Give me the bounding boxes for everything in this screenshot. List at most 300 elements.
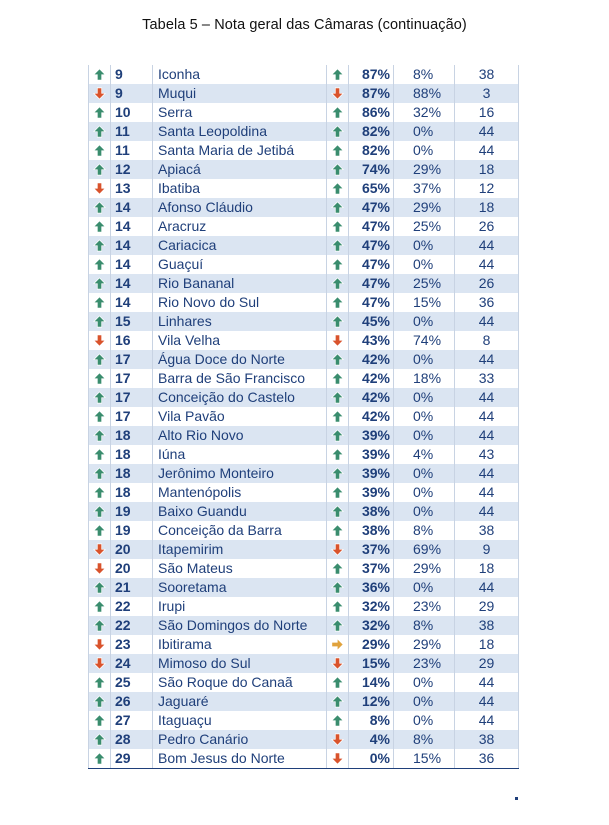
percent-cell: 0% (394, 673, 455, 692)
arrow-up-icon (93, 695, 106, 708)
trend-cell (89, 578, 111, 597)
rank-cell: 16 (111, 331, 153, 350)
percent-cell: 88% (394, 84, 455, 103)
arrow-up-icon (93, 296, 106, 309)
rank-cell: 24 (111, 654, 153, 673)
score-trend-cell (327, 654, 349, 673)
score-trend-cell (327, 407, 349, 426)
table-row (89, 749, 519, 769)
arrow-up-icon (93, 315, 106, 328)
percent-cell: 25% (394, 274, 455, 293)
municipality-cell: Afonso Cláudio (153, 198, 327, 217)
arrow-up-icon (331, 524, 344, 537)
arrow-up-icon (93, 600, 106, 613)
municipality-cell: Ibitirama (153, 635, 327, 654)
percent-cell: 32% (394, 103, 455, 122)
municipality-cell: Vila Pavão (153, 407, 327, 426)
rank-cell: 19 (111, 502, 153, 521)
arrow-up-icon (93, 277, 106, 290)
score-trend-cell (327, 236, 349, 255)
score-trend-cell (327, 692, 349, 711)
rank-cell: 19 (111, 521, 153, 540)
arrow-up-icon (331, 600, 344, 613)
arrow-down-icon (331, 752, 344, 765)
score-cell: 47% (349, 293, 394, 312)
percent-cell: 8% (394, 730, 455, 749)
score-cell: 39% (349, 464, 394, 483)
trend-cell (89, 540, 111, 559)
score-trend-cell (327, 635, 349, 654)
municipality-cell: Jaguaré (153, 692, 327, 711)
arrow-up-icon (331, 714, 344, 727)
arrow-up-icon (331, 467, 344, 480)
arrow-up-icon (93, 163, 106, 176)
score-trend-cell (327, 483, 349, 502)
arrow-up-icon (331, 315, 344, 328)
score-trend-cell (327, 578, 349, 597)
percent-cell: 0% (394, 236, 455, 255)
table-row (89, 730, 519, 749)
table-row (89, 426, 519, 445)
arrow-up-icon (93, 239, 106, 252)
trend-cell (89, 502, 111, 521)
position-cell: 44 (455, 502, 519, 521)
trend-cell (89, 141, 111, 160)
rank-cell: 17 (111, 388, 153, 407)
arrow-up-icon (331, 505, 344, 518)
score-trend-cell (327, 559, 349, 578)
trend-cell (89, 350, 111, 369)
arrow-up-icon (331, 562, 344, 575)
arrow-down-icon (93, 87, 106, 100)
score-cell: 42% (349, 369, 394, 388)
position-cell: 44 (455, 426, 519, 445)
municipality-cell: Aracruz (153, 217, 327, 236)
score-cell: 47% (349, 217, 394, 236)
arrow-up-icon (331, 429, 344, 442)
score-trend-cell (327, 749, 349, 769)
rank-cell: 12 (111, 160, 153, 179)
score-cell: 47% (349, 274, 394, 293)
arrow-up-icon (93, 220, 106, 233)
arrow-up-icon (331, 182, 344, 195)
trend-cell (89, 255, 111, 274)
arrow-up-icon (331, 106, 344, 119)
score-cell: 42% (349, 388, 394, 407)
trend-cell (89, 122, 111, 141)
percent-cell: 15% (394, 293, 455, 312)
table-row (89, 198, 519, 217)
position-cell: 38 (455, 730, 519, 749)
municipality-cell: Mantenópolis (153, 483, 327, 502)
position-cell: 12 (455, 179, 519, 198)
trend-cell (89, 407, 111, 426)
rank-cell: 14 (111, 198, 153, 217)
arrow-up-icon (331, 391, 344, 404)
score-cell: 36% (349, 578, 394, 597)
position-cell: 44 (455, 407, 519, 426)
table-row (89, 141, 519, 160)
arrow-down-icon (93, 638, 106, 651)
arrow-up-icon (93, 391, 106, 404)
score-trend-cell (327, 616, 349, 635)
score-cell: 37% (349, 540, 394, 559)
arrow-up-icon (331, 68, 344, 81)
arrow-up-icon (331, 581, 344, 594)
percent-cell: 69% (394, 540, 455, 559)
table-row (89, 293, 519, 312)
score-trend-cell (327, 312, 349, 331)
rank-cell: 20 (111, 540, 153, 559)
trend-cell (89, 236, 111, 255)
table-row (89, 502, 519, 521)
percent-cell: 37% (394, 179, 455, 198)
trend-cell (89, 749, 111, 769)
percent-cell: 4% (394, 445, 455, 464)
trend-cell (89, 198, 111, 217)
percent-cell: 23% (394, 597, 455, 616)
score-cell: 32% (349, 616, 394, 635)
table-row (89, 179, 519, 198)
table-row (89, 65, 519, 84)
trend-cell (89, 369, 111, 388)
table-corner-mark (515, 797, 518, 800)
score-trend-cell (327, 521, 349, 540)
arrow-up-icon (331, 486, 344, 499)
municipality-cell: Baixo Guandu (153, 502, 327, 521)
percent-cell: 25% (394, 217, 455, 236)
arrow-up-icon (93, 106, 106, 119)
score-trend-cell (327, 255, 349, 274)
score-trend-cell (327, 388, 349, 407)
municipality-cell: Rio Bananal (153, 274, 327, 293)
table-row (89, 540, 519, 559)
arrow-up-icon (93, 125, 106, 138)
rank-cell: 17 (111, 369, 153, 388)
position-cell: 44 (455, 141, 519, 160)
position-cell: 3 (455, 84, 519, 103)
score-cell: 39% (349, 426, 394, 445)
municipality-cell: Santa Leopoldina (153, 122, 327, 141)
municipality-cell: Iúna (153, 445, 327, 464)
score-cell: 82% (349, 141, 394, 160)
arrow-up-icon (331, 353, 344, 366)
trend-cell (89, 597, 111, 616)
trend-cell (89, 179, 111, 198)
score-trend-cell (327, 274, 349, 293)
municipality-cell: São Roque do Canaã (153, 673, 327, 692)
score-cell: 29% (349, 635, 394, 654)
municipality-cell: São Mateus (153, 559, 327, 578)
percent-cell: 0% (394, 312, 455, 331)
position-cell: 44 (455, 692, 519, 711)
arrow-up-icon (93, 258, 106, 271)
table-row (89, 673, 519, 692)
trend-cell (89, 426, 111, 445)
table-row (89, 84, 519, 103)
arrow-up-icon (93, 201, 106, 214)
municipality-cell: Pedro Canário (153, 730, 327, 749)
rank-cell: 17 (111, 350, 153, 369)
table-row (89, 160, 519, 179)
rank-cell: 15 (111, 312, 153, 331)
arrow-up-icon (331, 695, 344, 708)
trend-cell (89, 711, 111, 730)
position-cell: 44 (455, 578, 519, 597)
arrow-up-icon (93, 581, 106, 594)
position-cell: 44 (455, 388, 519, 407)
table-row (89, 236, 519, 255)
municipality-cell: Itapemirim (153, 540, 327, 559)
percent-cell: 8% (394, 616, 455, 635)
arrow-up-icon (331, 372, 344, 385)
arrow-up-icon (331, 448, 344, 461)
percent-cell: 0% (394, 578, 455, 597)
position-cell: 18 (455, 559, 519, 578)
score-trend-cell (327, 198, 349, 217)
trend-cell (89, 388, 111, 407)
table-row (89, 445, 519, 464)
table-row (89, 521, 519, 540)
trend-cell (89, 692, 111, 711)
municipality-cell: Apiacá (153, 160, 327, 179)
trend-cell (89, 654, 111, 673)
score-cell: 82% (349, 122, 394, 141)
score-trend-cell (327, 65, 349, 84)
rank-cell: 14 (111, 255, 153, 274)
table-row (89, 578, 519, 597)
rank-cell: 17 (111, 407, 153, 426)
arrow-up-icon (93, 467, 106, 480)
score-cell: 15% (349, 654, 394, 673)
position-cell: 43 (455, 445, 519, 464)
position-cell: 8 (455, 331, 519, 350)
trend-cell (89, 217, 111, 236)
percent-cell: 0% (394, 711, 455, 730)
table-row (89, 597, 519, 616)
trend-cell (89, 673, 111, 692)
municipality-cell: Mimoso do Sul (153, 654, 327, 673)
rank-cell: 28 (111, 730, 153, 749)
percent-cell: 8% (394, 65, 455, 84)
trend-cell (89, 274, 111, 293)
position-cell: 36 (455, 749, 519, 769)
arrow-up-icon (331, 239, 344, 252)
score-trend-cell (327, 122, 349, 141)
score-trend-cell (327, 540, 349, 559)
score-trend-cell (327, 730, 349, 749)
table-row (89, 217, 519, 236)
trend-cell (89, 521, 111, 540)
score-cell: 4% (349, 730, 394, 749)
score-trend-cell (327, 464, 349, 483)
percent-cell: 29% (394, 198, 455, 217)
percent-cell: 8% (394, 521, 455, 540)
arrow-up-icon (331, 676, 344, 689)
table-row (89, 711, 519, 730)
rank-cell: 27 (111, 711, 153, 730)
score-trend-cell (327, 426, 349, 445)
position-cell: 44 (455, 255, 519, 274)
position-cell: 18 (455, 160, 519, 179)
score-cell: 32% (349, 597, 394, 616)
score-cell: 42% (349, 350, 394, 369)
table-row (89, 388, 519, 407)
arrow-up-icon (93, 410, 106, 423)
rank-cell: 23 (111, 635, 153, 654)
arrow-down-icon (331, 87, 344, 100)
score-trend-cell (327, 711, 349, 730)
arrow-up-icon (93, 486, 106, 499)
rank-cell: 22 (111, 597, 153, 616)
camaras-table (88, 65, 519, 769)
municipality-cell: Barra de São Francisco (153, 369, 327, 388)
score-cell: 87% (349, 65, 394, 84)
score-trend-cell (327, 217, 349, 236)
rank-cell: 14 (111, 274, 153, 293)
arrow-up-icon (93, 733, 106, 746)
percent-cell: 15% (394, 749, 455, 769)
position-cell: 44 (455, 464, 519, 483)
municipality-cell: Cariacica (153, 236, 327, 255)
rank-cell: 26 (111, 692, 153, 711)
municipality-cell: Jerônimo Monteiro (153, 464, 327, 483)
trend-cell (89, 312, 111, 331)
position-cell: 44 (455, 236, 519, 255)
position-cell: 36 (455, 293, 519, 312)
municipality-cell: Água Doce do Norte (153, 350, 327, 369)
score-trend-cell (327, 597, 349, 616)
trend-cell (89, 730, 111, 749)
arrow-up-icon (331, 277, 344, 290)
percent-cell: 0% (394, 141, 455, 160)
arrow-up-icon (331, 410, 344, 423)
score-cell: 74% (349, 160, 394, 179)
rank-cell: 9 (111, 65, 153, 84)
position-cell: 9 (455, 540, 519, 559)
arrow-up-icon (93, 372, 106, 385)
score-cell: 37% (349, 559, 394, 578)
arrow-up-icon (93, 676, 106, 689)
rank-cell: 18 (111, 464, 153, 483)
rank-cell: 20 (111, 559, 153, 578)
table-row (89, 692, 519, 711)
score-trend-cell (327, 673, 349, 692)
position-cell: 38 (455, 521, 519, 540)
rank-cell: 14 (111, 236, 153, 255)
trend-cell (89, 331, 111, 350)
arrow-up-icon (331, 201, 344, 214)
rank-cell: 10 (111, 103, 153, 122)
rank-cell: 9 (111, 84, 153, 103)
table-row (89, 483, 519, 502)
position-cell: 44 (455, 350, 519, 369)
score-cell: 0% (349, 749, 394, 769)
arrow-down-icon (331, 543, 344, 556)
trend-cell (89, 635, 111, 654)
arrow-down-icon (93, 334, 106, 347)
table-row (89, 274, 519, 293)
percent-cell: 0% (394, 407, 455, 426)
arrow-up-icon (93, 714, 106, 727)
table-row (89, 407, 519, 426)
score-cell: 47% (349, 236, 394, 255)
arrow-down-icon (93, 562, 106, 575)
percent-cell: 23% (394, 654, 455, 673)
score-trend-cell (327, 293, 349, 312)
position-cell: 18 (455, 198, 519, 217)
position-cell: 44 (455, 483, 519, 502)
table-row (89, 350, 519, 369)
table-row (89, 616, 519, 635)
position-cell: 29 (455, 597, 519, 616)
score-cell: 39% (349, 445, 394, 464)
table-row (89, 654, 519, 673)
position-cell: 38 (455, 616, 519, 635)
arrow-up-icon (93, 448, 106, 461)
trend-cell (89, 464, 111, 483)
score-cell: 39% (349, 483, 394, 502)
rank-cell: 11 (111, 122, 153, 141)
percent-cell: 74% (394, 331, 455, 350)
score-cell: 14% (349, 673, 394, 692)
table-row (89, 331, 519, 350)
trend-cell (89, 84, 111, 103)
position-cell: 26 (455, 274, 519, 293)
score-cell: 42% (349, 407, 394, 426)
trend-cell (89, 103, 111, 122)
arrow-up-icon (331, 258, 344, 271)
score-trend-cell (327, 331, 349, 350)
municipality-cell: Itaguaçu (153, 711, 327, 730)
trend-cell (89, 616, 111, 635)
score-trend-cell (327, 369, 349, 388)
percent-cell: 0% (394, 350, 455, 369)
position-cell: 44 (455, 312, 519, 331)
score-trend-cell (327, 160, 349, 179)
position-cell: 26 (455, 217, 519, 236)
rank-cell: 18 (111, 445, 153, 464)
percent-cell: 29% (394, 160, 455, 179)
score-cell: 38% (349, 502, 394, 521)
arrow-down-icon (331, 733, 344, 746)
municipality-cell: Conceição da Barra (153, 521, 327, 540)
table-row (89, 635, 519, 654)
trend-cell (89, 160, 111, 179)
table-row (89, 122, 519, 141)
arrow-down-icon (331, 334, 344, 347)
municipality-cell: São Domingos do Norte (153, 616, 327, 635)
arrow-down-icon (93, 657, 106, 670)
rank-cell: 14 (111, 293, 153, 312)
trend-cell (89, 445, 111, 464)
arrow-right-icon (331, 638, 344, 651)
score-cell: 47% (349, 255, 394, 274)
arrow-up-icon (331, 619, 344, 632)
trend-cell (89, 65, 111, 84)
score-trend-cell (327, 445, 349, 464)
arrow-up-icon (331, 220, 344, 233)
table-row (89, 559, 519, 578)
position-cell: 33 (455, 369, 519, 388)
arrow-up-icon (93, 619, 106, 632)
score-trend-cell (327, 350, 349, 369)
score-cell: 47% (349, 198, 394, 217)
percent-cell: 0% (394, 464, 455, 483)
trend-cell (89, 483, 111, 502)
municipality-cell: Ibatiba (153, 179, 327, 198)
score-cell: 45% (349, 312, 394, 331)
